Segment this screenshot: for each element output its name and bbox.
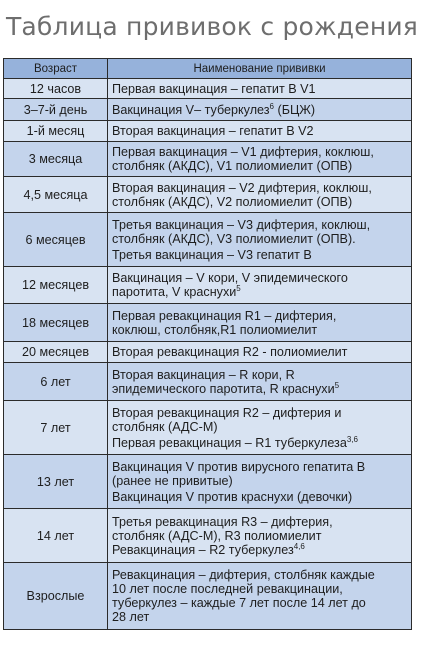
age-cell: 7 лет xyxy=(4,401,108,455)
vaccine-line xyxy=(112,248,407,262)
table-row xyxy=(4,213,412,267)
table-row xyxy=(4,121,412,142)
age-cell: 4,5 месяца xyxy=(4,177,108,213)
vaccine-text: Вакцинация V против краснухи (девочки) xyxy=(112,489,353,504)
vaccine-line xyxy=(112,345,407,359)
vaccination-table xyxy=(3,58,412,630)
vaccine-text: Ревакцинация – R2 туберкулез xyxy=(112,542,294,557)
vaccine-text: Вакцинация V– туберкулез xyxy=(112,102,270,117)
vaccine-line xyxy=(112,181,407,195)
vaccine-line xyxy=(112,582,407,596)
vaccine-cell xyxy=(108,121,412,142)
vaccine-text: Первая ревакцинация R1 – дифтерия, xyxy=(112,308,337,323)
vaccine-line xyxy=(112,474,407,488)
vaccine-line xyxy=(112,323,407,337)
vaccine-cell xyxy=(108,79,412,99)
vaccine-text: коклюш, столбняк,R1 полиомиелит xyxy=(112,322,318,337)
vaccine-text: столбняк (АКДС), V3 полиомиелит (ОПВ). xyxy=(112,231,356,246)
table-row xyxy=(4,401,412,455)
vaccine-line xyxy=(112,436,407,450)
vaccine-line xyxy=(112,596,407,610)
vaccine-cell xyxy=(108,563,412,630)
vaccine-text-suffix: (БЦЖ) xyxy=(274,102,316,117)
vaccine-text: Первая ревакцинация – R1 туберкулеза xyxy=(112,435,347,450)
vaccine-line xyxy=(112,309,407,323)
table-row xyxy=(4,455,412,509)
vaccine-text: Первая вакцинация – V1 дифтерия, коклюш, xyxy=(112,145,374,159)
vaccine-text: 28 лет xyxy=(112,610,150,624)
vaccine-text: столбняк (АДС-М) xyxy=(112,419,218,434)
vaccine-line xyxy=(112,159,407,173)
vaccine-cell xyxy=(108,267,412,304)
vaccine-line xyxy=(112,568,407,582)
vaccine-cell xyxy=(108,342,412,363)
vaccine-line xyxy=(112,420,407,434)
vaccine-text: Третья вакцинация – V3 гепатит B xyxy=(112,247,312,262)
table-body xyxy=(4,79,412,630)
table-row xyxy=(4,342,412,363)
vaccine-line xyxy=(112,285,407,299)
vaccine-line xyxy=(112,610,407,624)
vaccine-line xyxy=(112,368,407,382)
age-cell: Взрослые xyxy=(4,563,108,630)
age-cell: 3 месяца xyxy=(4,142,108,177)
vaccine-line xyxy=(112,145,407,159)
vaccine-text: Вакцинация V против вирусного гепатита B xyxy=(112,459,366,474)
page-title: Таблица прививок с рождения xyxy=(5,12,419,41)
age-cell: 14 лет xyxy=(4,509,108,563)
vaccine-cell xyxy=(108,401,412,455)
vaccine-text: столбняк (АКДС), V1 полиомиелит (ОПВ) xyxy=(112,159,353,173)
vaccine-text: столбняк (АКДС), V2 полиомиелит (ОПВ) xyxy=(112,194,353,209)
vaccine-line xyxy=(112,515,407,529)
vaccine-line xyxy=(112,529,407,543)
footnote-marker: 3,6 xyxy=(346,434,358,444)
vaccine-text: Вторая вакцинация – R кори, R xyxy=(112,367,295,382)
age-cell: 12 часов xyxy=(4,79,108,99)
vaccine-text: 10 лет после последней ревакцинации, xyxy=(112,582,343,596)
vaccine-cell xyxy=(108,99,412,121)
vaccine-line xyxy=(112,103,407,117)
vaccine-cell xyxy=(108,213,412,267)
vaccine-text: (ранее не привитые) xyxy=(112,473,233,488)
footnote-marker: 5 xyxy=(236,284,241,293)
vaccine-line xyxy=(112,195,407,209)
vaccine-line xyxy=(112,382,407,396)
vaccine-text: Первая вакцинация – гепатит B V1 xyxy=(112,81,316,96)
vaccine-cell xyxy=(108,177,412,213)
vaccine-text: Вакцинация – V кори, V эпидемического xyxy=(112,271,348,285)
vaccine-text: эпидемического паротита, R краснухи xyxy=(112,381,335,396)
vaccine-text: Вторая вакцинация – гепатит B V2 xyxy=(112,124,314,138)
vaccine-line xyxy=(112,490,407,504)
vaccine-text: Вторая вакцинация – V2 дифтерия, коклюш, xyxy=(112,180,372,195)
table-row xyxy=(4,509,412,563)
vaccine-cell xyxy=(108,142,412,177)
vaccine-cell xyxy=(108,304,412,342)
footnote-marker: 5 xyxy=(334,380,340,390)
vaccine-cell xyxy=(108,455,412,509)
vaccine-line xyxy=(112,82,407,96)
age-cell: 6 месяцев xyxy=(4,213,108,267)
age-cell: 12 месяцев xyxy=(4,267,108,304)
column-header-age: Возраст xyxy=(4,59,108,79)
vaccine-text: туберкулез – каждые 7 лет после 14 лет до xyxy=(112,596,366,610)
vaccine-cell xyxy=(108,363,412,401)
vaccine-line xyxy=(112,271,407,285)
vaccine-line xyxy=(112,543,407,557)
age-cell: 1-й месяц xyxy=(4,121,108,142)
vaccine-text: Ревакцинация – дифтерия, столбняк каждые xyxy=(112,568,375,582)
table-row xyxy=(4,142,412,177)
vaccine-text: столбняк (АДС-М), R3 полиомиелит xyxy=(112,528,322,543)
age-cell: 18 месяцев xyxy=(4,304,108,342)
vaccine-line xyxy=(112,460,407,474)
footnote-marker: 4,6 xyxy=(293,541,305,551)
vaccine-text: Вторая ревакцинация R2 – дифтерия и xyxy=(112,405,342,420)
vaccine-line xyxy=(112,124,407,138)
vaccine-text: Вторая ревакцинация R2 - полиомиелит xyxy=(112,345,348,359)
table-row xyxy=(4,304,412,342)
age-cell: 6 лет xyxy=(4,363,108,401)
age-cell: 3–7-й день xyxy=(4,99,108,121)
vaccine-text: Третья ревакцинация R3 – дифтерия, xyxy=(112,514,333,529)
table-row xyxy=(4,267,412,304)
column-header-vaccine: Наименование прививки xyxy=(108,59,412,79)
vaccine-line xyxy=(112,218,407,232)
table-row xyxy=(4,177,412,213)
table-row xyxy=(4,79,412,99)
table-row xyxy=(4,563,412,630)
vaccine-cell xyxy=(108,509,412,563)
table-row xyxy=(4,99,412,121)
footnote-marker: 6 xyxy=(269,101,274,111)
vaccine-line xyxy=(112,406,407,420)
age-cell: 20 месяцев xyxy=(4,342,108,363)
vaccine-line xyxy=(112,232,407,246)
vaccine-text: паротита, V краснухи xyxy=(112,285,237,299)
vaccine-text: Третья вакцинация – V3 дифтерия, коклюш, xyxy=(112,217,371,232)
table-row xyxy=(4,363,412,401)
table-header-row xyxy=(4,59,412,79)
age-cell: 13 лет xyxy=(4,455,108,509)
